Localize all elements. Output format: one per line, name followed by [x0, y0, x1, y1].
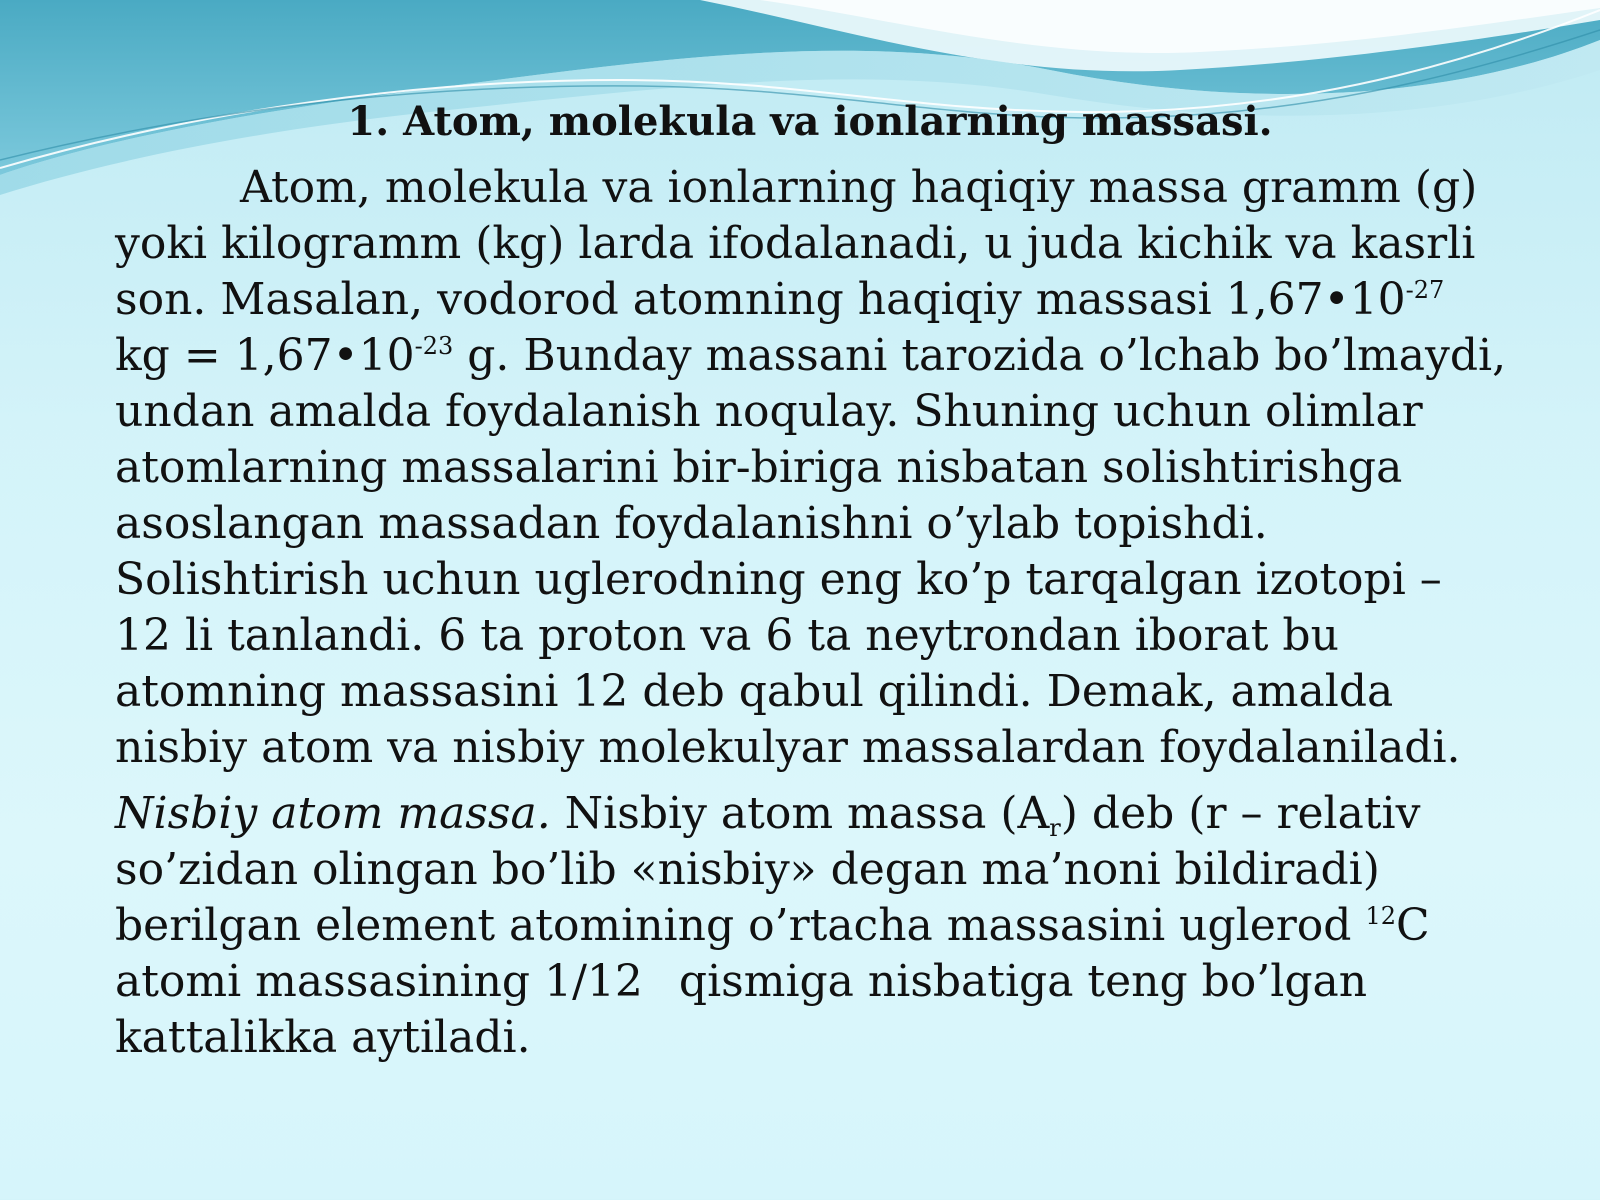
exponent-g: -23 [414, 332, 454, 360]
definition-text-1: Nisbiy atom massa (A [550, 788, 1050, 839]
paragraph-intro-text-2: kg = 1,67•10 [115, 330, 415, 381]
subscript-r: r [1049, 814, 1061, 842]
paragraph-definition [115, 786, 1510, 1066]
slide-title: 1. Atom, molekula va ionlarning massasi. [347, 98, 1273, 145]
definition-text-3: atomi massasining 1/12 [115, 956, 643, 1007]
paragraph-intro [115, 160, 1510, 776]
definition-text-2: ) deb (r – relativ so’zidan olingan bo’lib «nisbiy» degan ma’noni bildiradi) berilgan element atomining o’rtacha massasini uglerod [115, 788, 1421, 951]
isotope-mass-number: 12 [1365, 902, 1396, 930]
element-symbol: C [1395, 900, 1430, 951]
paragraph-intro-text-1: Atom, molekula va ionlarning haqiqiy massa gramm (g) yoki kilogramm (kg) larda ifodalanadi, u juda kichik va kasrli son. Masalan, vodorod atomning haqiqiy massasi 1,67•10 [115, 162, 1478, 325]
slide-body [115, 160, 1510, 1066]
definition-term: Nisbiy atom massa. [115, 788, 551, 839]
definition-text-4: qismiga nisbatiga teng bo’lgan kattalikka aytiladi. [115, 956, 1368, 1063]
exponent-kg: -27 [1405, 276, 1445, 304]
paragraph-intro-text-3: g. Bunday massani tarozida o’lchab bo’lmaydi, undan amalda foydalanish noqulay. Shuning uchun olimlar atomlarning massalarini bir-biriga nisbatan solishtirishga asoslangan massadan foydalanishni o’ylab topishdi. Solishtirish uchun uglerodning eng ko’p tarqalgan izotopi – 12 li tanlandi. 6 ta proton va 6 ta neytrondan iborat bu atomning massasini 12 deb qabul qilindi. Demak, amalda nisbiy atom va nisbiy molekulyar massalardan foydalaniladi. [115, 330, 1507, 773]
